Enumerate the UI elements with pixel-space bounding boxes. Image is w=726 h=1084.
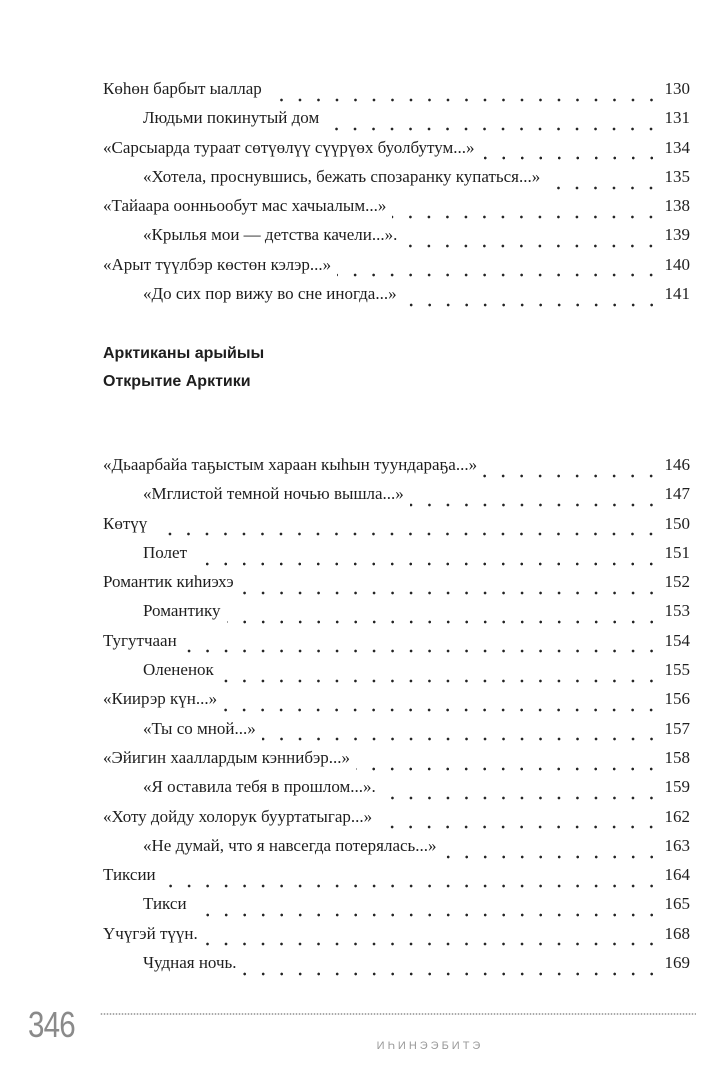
toc-entry-page: 159 — [664, 777, 690, 797]
toc-list-top — [103, 79, 690, 313]
dot-leader — [337, 273, 660, 277]
toc-entry — [103, 455, 690, 484]
toc-entry-title: «Хотела, проснувшись, бежать спозаранку купаться...» — [143, 166, 541, 186]
dot-leader — [483, 474, 660, 478]
footer-divider — [100, 1013, 696, 1015]
toc-entry — [103, 719, 690, 748]
toc-entry — [103, 748, 690, 777]
toc-entry — [103, 543, 690, 572]
toc-entry — [103, 484, 690, 513]
dot-leader — [204, 942, 661, 946]
toc-entry-page: 168 — [664, 923, 690, 943]
toc-entry — [103, 660, 690, 689]
toc-entry-title: «До сих пор вижу во сне иногда...» — [143, 284, 397, 304]
dot-leader — [193, 562, 660, 566]
toc-entry-title: «Эйигин хааллардым кэннибэр...» — [103, 747, 351, 767]
toc-entry-page: 146 — [664, 455, 690, 474]
toc-entry-title: Тикси — [143, 894, 187, 914]
toc-entry-page: 162 — [664, 806, 690, 826]
toc-entry-title: Олененок — [143, 660, 214, 680]
dot-leader — [392, 215, 660, 219]
toc-entry-page: 134 — [664, 137, 690, 157]
toc-entry — [103, 255, 690, 284]
dot-leader — [356, 767, 660, 771]
dot-leader — [382, 796, 661, 800]
dot-leader — [546, 186, 660, 190]
toc-entry-page: 157 — [664, 718, 690, 738]
toc-entry-title: Чудная ночь. — [143, 953, 237, 973]
toc-entry-title: Көһөн барбыт ыаллар — [103, 79, 262, 98]
toc-entry — [103, 924, 690, 953]
toc-entry-page: 150 — [664, 513, 690, 533]
dot-leader — [481, 156, 661, 160]
dot-leader — [153, 532, 660, 536]
toc-entry-page: 139 — [664, 225, 690, 245]
dot-leader — [183, 649, 661, 653]
toc-entry-title: «Не думай, что я навсегда потерялась...» — [143, 835, 437, 855]
toc-entry-page: 163 — [664, 835, 690, 855]
toc-entry-title: «Хоту дойду холорук бууртатыгар...» — [103, 806, 373, 826]
toc-entry-page: 138 — [664, 196, 690, 216]
dot-leader — [443, 855, 661, 859]
toc-entry-title: «Арыт түүлбэр көстөн кэлэр...» — [103, 254, 332, 274]
section-title-russian: Открытие Арктики — [103, 373, 251, 390]
toc-entry — [103, 689, 690, 718]
page-number: 346 — [28, 1004, 75, 1045]
toc-entry — [103, 514, 690, 543]
toc-entry-title: «Сарсыарда тураат сөтүөлүү сүүрүөх буолбутум...» — [103, 137, 475, 157]
toc-entry-page: 152 — [664, 572, 690, 592]
toc-entry-page: 165 — [664, 894, 690, 914]
toc-entry-title: Романтику — [143, 601, 221, 621]
toc-entry-page: 135 — [664, 166, 690, 186]
toc-entry-page: 153 — [664, 601, 690, 621]
toc-entry-page: 169 — [664, 953, 690, 973]
toc-entry — [103, 108, 690, 137]
toc-entry-page: 155 — [664, 660, 690, 680]
toc-entry-page: 147 — [664, 484, 690, 504]
toc-entry-title: «Крылья мои — детства качели...». — [143, 225, 398, 245]
toc-entry-title: Тиксии — [103, 865, 156, 885]
dot-leader — [227, 620, 661, 624]
dot-leader — [403, 303, 661, 307]
toc-entry — [103, 79, 690, 108]
toc-entry-page: 141 — [664, 284, 690, 304]
dot-leader — [193, 913, 661, 917]
toc-entry — [103, 167, 690, 196]
toc-entry-page: 154 — [664, 630, 690, 650]
dot-leader — [162, 884, 661, 888]
toc-entry-page: 151 — [664, 542, 690, 562]
toc-entry — [103, 138, 690, 167]
toc-entry — [103, 572, 690, 601]
toc-entry — [103, 777, 690, 806]
toc-entry — [103, 631, 690, 660]
toc-entry-title: Көтүү — [103, 513, 148, 533]
toc-entry-title: «Ты со мной...» — [143, 718, 256, 738]
toc-entry-page: 140 — [664, 254, 690, 274]
section-title-sakha: Арктиканы арыйыы — [103, 345, 265, 362]
toc-entry — [103, 225, 690, 254]
dot-leader — [220, 679, 661, 683]
dot-leader — [403, 244, 660, 248]
toc-entry-title: Үчүгэй түүн. — [103, 923, 198, 943]
toc-entry — [103, 601, 690, 630]
dot-leader — [325, 127, 660, 131]
dot-leader — [243, 972, 661, 976]
running-title: ИҺИНЭЭБИТЭ — [376, 1040, 484, 1052]
toc-entry-title: Тугутчаан — [103, 630, 177, 650]
toc-entry-title: «Мглистой темной ночью вышла...» — [143, 484, 404, 504]
toc-entry-title: «Я оставила тебя в прошлом...». — [143, 777, 376, 797]
dot-leader — [410, 503, 661, 507]
dot-leader — [262, 737, 661, 741]
toc-entry-page: 156 — [664, 689, 690, 709]
toc-entry-title: Полет — [143, 542, 188, 562]
toc-entry-page: 131 — [664, 108, 690, 128]
toc-entry — [103, 807, 690, 836]
toc-list-bottom — [103, 455, 690, 982]
toc-entry-title: Романтик киһиэхэ — [103, 572, 234, 592]
section-heading — [103, 340, 264, 396]
toc-entry — [103, 284, 690, 313]
toc-entry — [103, 865, 690, 894]
dot-leader — [240, 591, 661, 595]
toc-entry — [103, 836, 690, 865]
toc-entry-title: «Киирэр күн...» — [103, 689, 218, 709]
toc-entry-title: «Тайаара оонньообут мас хачыалым...» — [103, 196, 387, 216]
toc-entry-page: 130 — [664, 79, 690, 98]
toc-entry-page: 158 — [664, 747, 690, 767]
toc-entry-title: «Дьаарбайа таҕыстым хараан кыһын туундараҕа...» — [103, 455, 478, 474]
toc-entry-title: Людьми покинутый дом — [143, 108, 320, 128]
toc-entry-page: 164 — [664, 865, 690, 885]
toc-entry — [103, 953, 690, 982]
toc-entry — [103, 196, 690, 225]
dot-leader — [378, 825, 660, 829]
dot-leader — [223, 708, 660, 712]
dot-leader — [268, 98, 661, 102]
toc-entry — [103, 894, 690, 923]
